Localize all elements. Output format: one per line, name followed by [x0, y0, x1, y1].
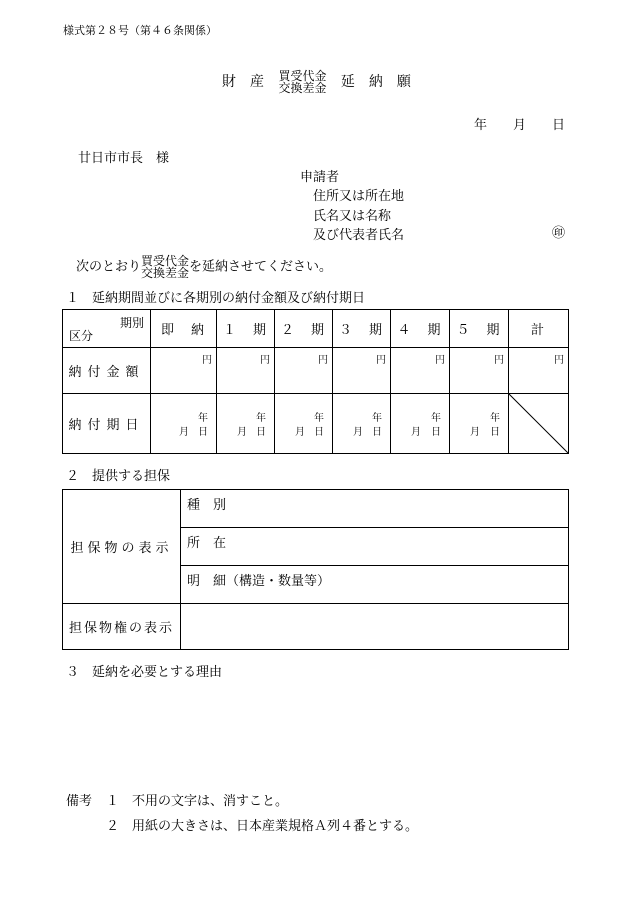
amount-cell: 円 — [217, 348, 275, 394]
collateral-type-field[interactable]: 種 別 — [181, 490, 569, 528]
col-header-immediate: 即 納 — [151, 310, 217, 348]
amount-cell: 円 — [151, 348, 217, 394]
amount-cell-total: 円 — [509, 348, 569, 394]
date-year-label: 年 — [431, 412, 441, 424]
body-after: を延納させてください。 — [189, 259, 333, 275]
col-header-period-1: １ 期 — [217, 310, 275, 348]
title-prefix: 財 産 — [222, 74, 264, 90]
section3-heading: ３ 延納を必要とする理由 — [66, 665, 223, 680]
body-stack-top: 買受代金 — [141, 254, 190, 268]
row-header-amount: 納付金額 — [63, 348, 151, 394]
title-stack — [278, 70, 326, 94]
date-day-label: 日 — [431, 426, 441, 438]
body-stack-bottom: 交換差金 — [141, 266, 190, 280]
date-year-label: 年 — [372, 412, 382, 424]
date-month-label: 月 — [237, 426, 247, 438]
row-header-due-date: 納付期日 — [63, 394, 151, 454]
date-month-label: 月 — [295, 426, 305, 438]
total-date-cell-diagonal — [509, 394, 569, 454]
amount-cell: 円 — [275, 348, 333, 394]
corner-period-label: 期別 — [119, 315, 144, 330]
date-month-label: 月 — [411, 426, 421, 438]
applicant-address-label: 住所又は所在地 — [313, 189, 405, 204]
date-cell — [217, 394, 275, 454]
title-stack-top: 買受代金 — [278, 69, 327, 83]
date-day-label: 日 — [198, 426, 208, 438]
date-month-label: 月 — [179, 426, 189, 438]
date-day-label: 日 — [490, 426, 500, 438]
date-year-label: 年 — [256, 412, 266, 424]
title-stack-bottom: 交換差金 — [278, 81, 327, 95]
addressee: 廿日市市長 様 — [78, 151, 170, 166]
application-date: 年 月 日 — [474, 118, 566, 133]
date-cell — [450, 394, 509, 454]
diagonal-line — [509, 394, 569, 454]
title-suffix: 延 納 願 — [340, 74, 411, 90]
col-header-total: 計 — [509, 310, 569, 348]
amount-cell: 円 — [391, 348, 450, 394]
col-header-period-4: ４ 期 — [391, 310, 450, 348]
date-day-label: 日 — [372, 426, 382, 438]
note-1: １ 不用の文字は、消すこと。 — [106, 794, 289, 809]
date-year-label: 年 — [314, 412, 324, 424]
date-year-label: 年 — [198, 412, 208, 424]
col-header-period-3: ３ 期 — [333, 310, 391, 348]
applicant-rep-label: 及び代表者氏名 — [313, 228, 405, 243]
body-text — [76, 255, 332, 279]
date-year-label: 年 — [490, 412, 500, 424]
amount-cell: 円 — [333, 348, 391, 394]
collateral-rights-label: 担保物権の表示 — [63, 604, 181, 650]
collateral-rights-field[interactable] — [181, 604, 569, 650]
date-cell — [391, 394, 450, 454]
page-title — [222, 70, 411, 94]
date-day-label: 日 — [314, 426, 324, 438]
col-header-period-2: ２ 期 — [275, 310, 333, 348]
date-day-label: 日 — [256, 426, 266, 438]
payment-schedule-table — [62, 309, 569, 454]
collateral-details-field[interactable]: 明 細（構造・数量等） — [181, 566, 569, 604]
applicant-label: 申請者 — [300, 170, 340, 185]
corner-category-label: 区分 — [69, 328, 94, 343]
date-cell — [275, 394, 333, 454]
section1-heading: １ 延納期間並びに各期別の納付金額及び納付期日 — [66, 291, 366, 306]
corner-header — [63, 310, 151, 348]
body-before: 次のとおり — [76, 259, 142, 275]
applicant-name-label: 氏名又は名称 — [313, 209, 392, 224]
note-2: ２ 用紙の大きさは、日本産業規格Ａ列４番とする。 — [106, 819, 419, 834]
collateral-label: 担保物の表示 — [63, 490, 181, 604]
date-cell — [151, 394, 217, 454]
date-month-label: 月 — [470, 426, 480, 438]
form-number: 様式第２８号（第４６条関係） — [63, 24, 217, 37]
col-header-period-5: ５ 期 — [450, 310, 509, 348]
body-stack — [141, 255, 189, 279]
date-cell — [333, 394, 391, 454]
date-month-label: 月 — [353, 426, 363, 438]
amount-cell: 円 — [450, 348, 509, 394]
notes-label: 備考 — [66, 794, 93, 809]
collateral-table — [62, 489, 569, 650]
seal-mark: ㊞ — [552, 226, 566, 241]
collateral-location-field[interactable]: 所 在 — [181, 528, 569, 566]
section2-heading: ２ 提供する担保 — [66, 469, 171, 484]
